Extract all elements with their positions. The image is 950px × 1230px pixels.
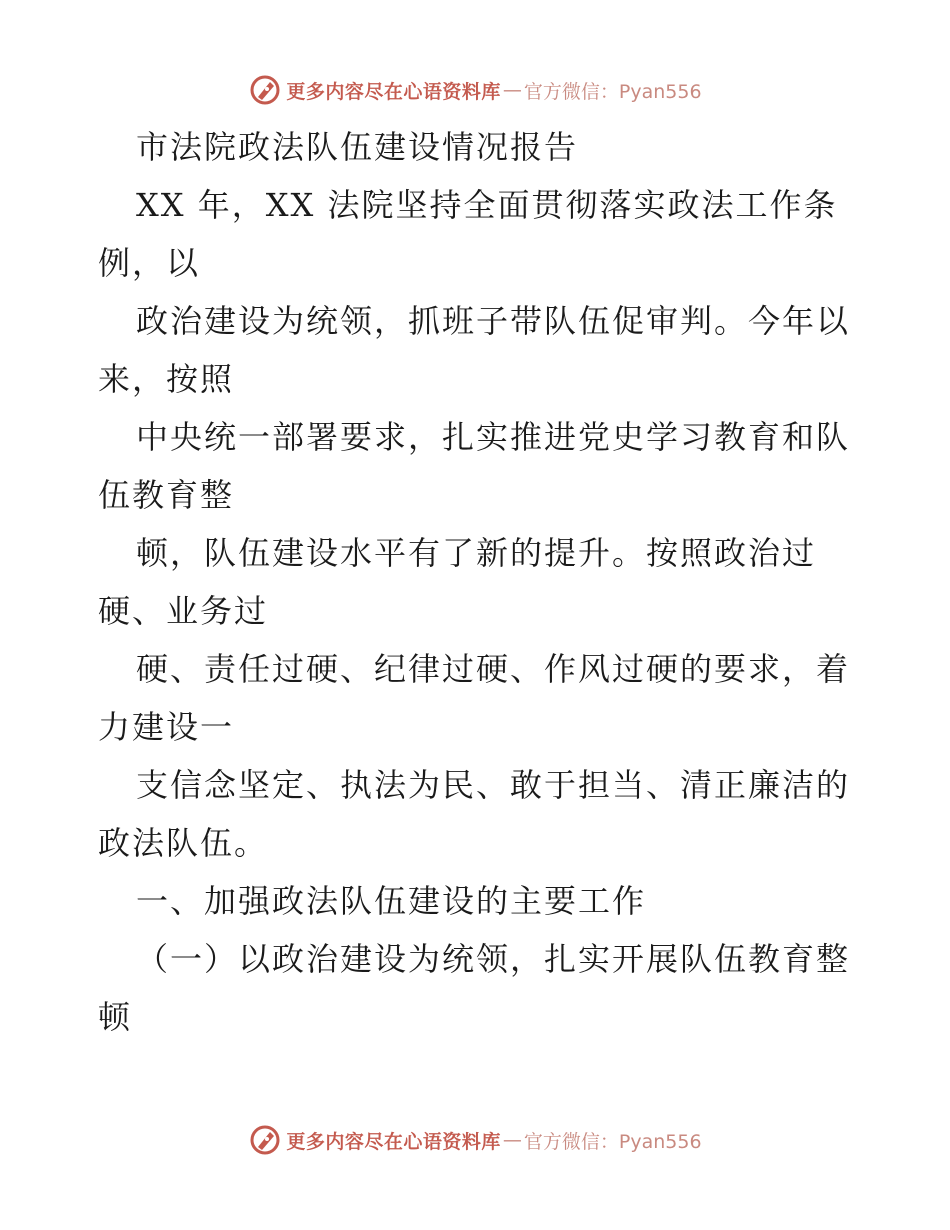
document-line: 一、加强政法队伍建设的主要工作 <box>136 882 647 920</box>
document-line: 伍教育整 <box>98 476 235 514</box>
document-line: 政治建设为统领，抓班子带队伍促审判。今年以 <box>136 302 851 340</box>
document-line: （一）以政治建设为统领，扎实开展队伍教育整 <box>136 940 851 978</box>
document-line: 力建设一 <box>98 708 235 746</box>
watermark-separator: — <box>502 1129 522 1151</box>
document-body <box>98 118 858 1046</box>
watermark-official-text: 官方微信：Pyan556 <box>523 80 702 103</box>
header-watermark <box>0 70 950 110</box>
document-line: 例，以 <box>98 244 201 282</box>
document-line: 来，按照 <box>98 360 235 398</box>
pen-nib-logo-icon <box>248 1123 282 1157</box>
document-line: 硬、责任过硬、纪律过硬、作风过硬的要求，着 <box>136 650 851 688</box>
document-line: XX 年，XX 法院坚持全面贯彻落实政法工作条 <box>136 186 838 224</box>
document-line: 硬、业务过 <box>98 592 269 630</box>
footer-watermark <box>0 1120 950 1160</box>
watermark-official-text: 官方微信：Pyan556 <box>523 1130 702 1153</box>
watermark-brand-text: 更多内容尽在心语资料库 <box>286 1130 501 1153</box>
pen-nib-logo-icon <box>248 73 282 107</box>
watermark-brand-text: 更多内容尽在心语资料库 <box>286 80 501 103</box>
document-line: 中央统一部署要求，扎实推进党史学习教育和队 <box>136 418 851 456</box>
document-line: 顿，队伍建设水平有了新的提升。按照政治过 <box>136 534 817 572</box>
document-title: 市法院政法队伍建设情况报告 <box>136 128 579 166</box>
document-line: 政法队伍。 <box>98 824 269 862</box>
document-line: 顿 <box>98 998 133 1036</box>
watermark-separator: — <box>502 79 522 101</box>
document-line: 支信念坚定、执法为民、敢于担当、清正廉洁的 <box>136 766 851 804</box>
